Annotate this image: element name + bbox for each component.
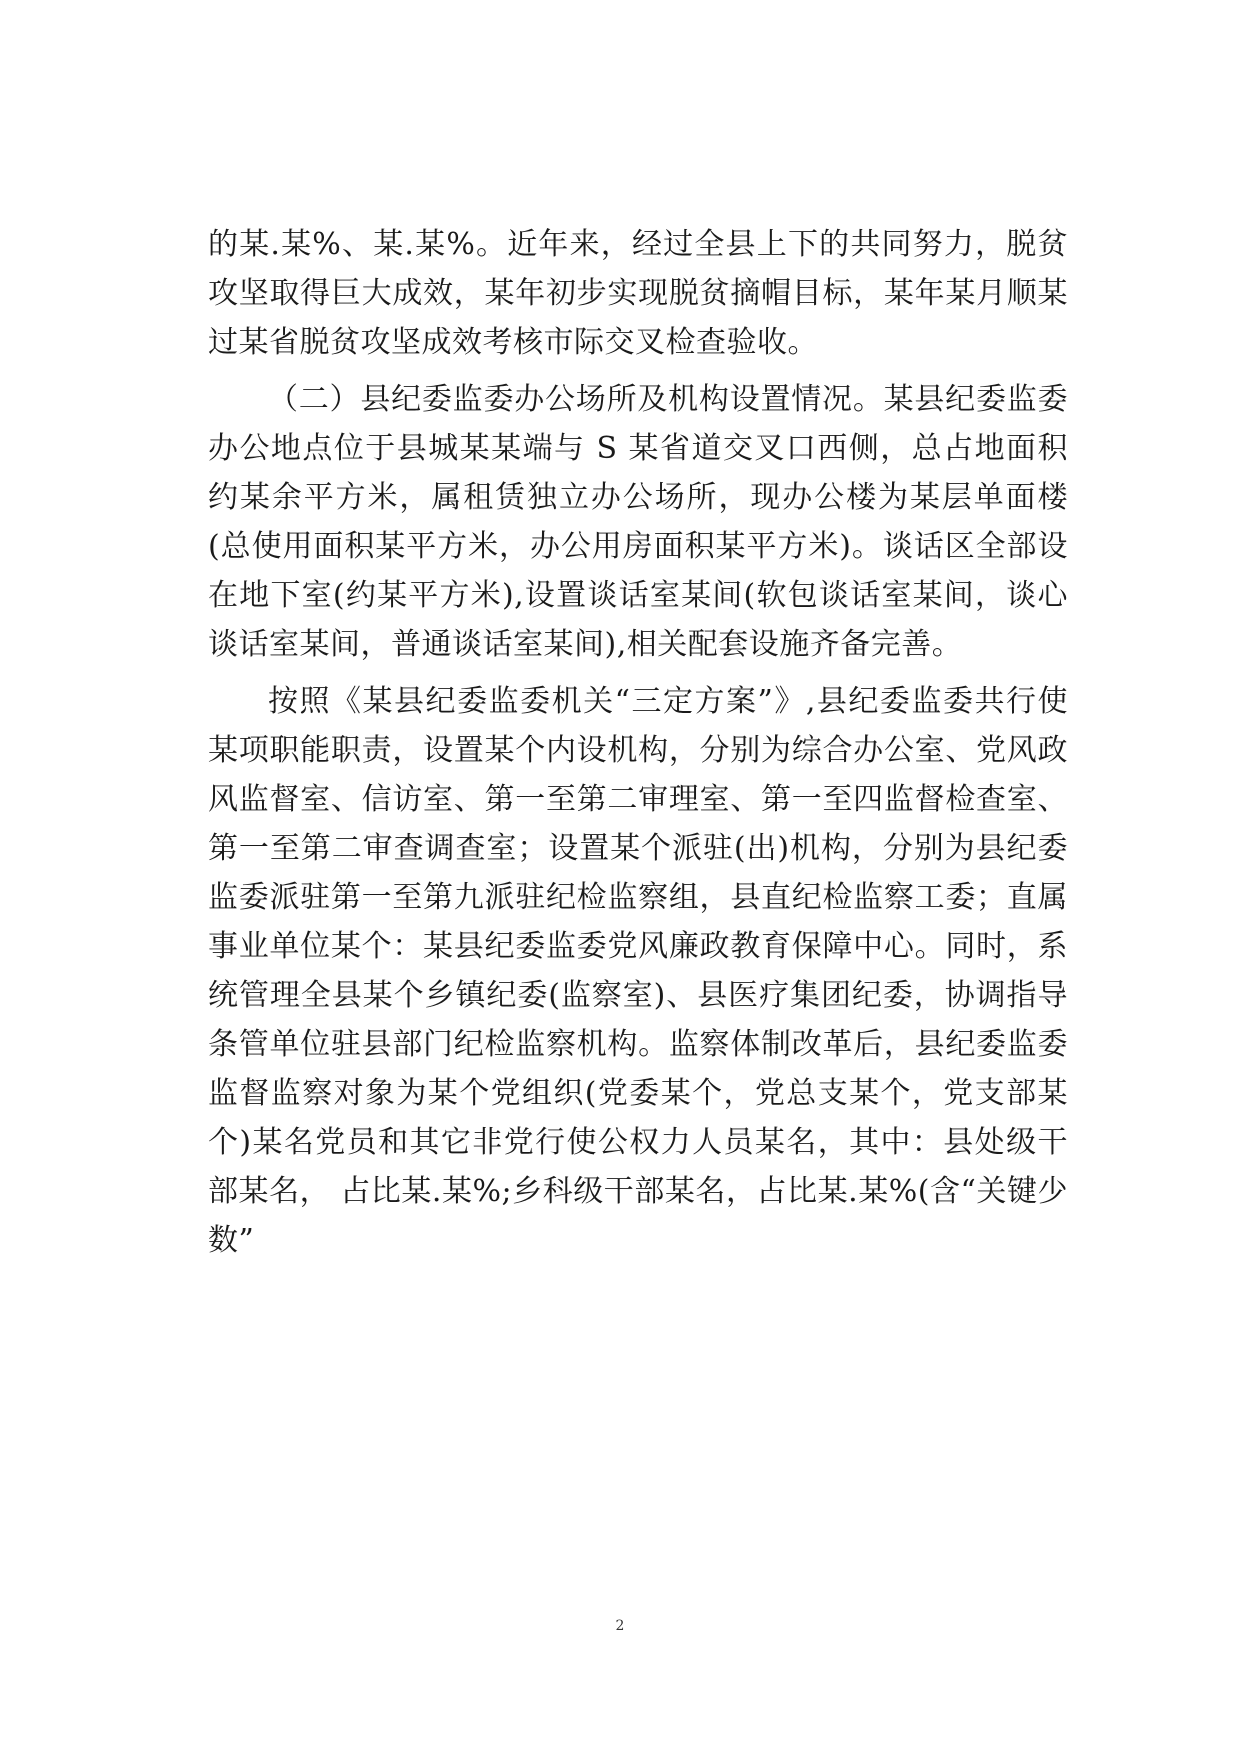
paragraph-3: 按照《某县纪委监委机关“三定方案”》,县纪委监委共行使某项职能职责，设置某个内设机构，分别为综合办公室、党风政风监督室、信访室、第一至第二审理室、第一至四监督检查室、第一至第二审查调查室；设置某个派驻(出)机构，分别为县纪委监委派驻第一至第九派驻纪检监察组，县直纪检监察工委；直属事业单位某个：某县纪委监委党风廉政教育保障中心。同时，系统管理全县某个乡镇纪委(监察室)、县医疗集团纪委，协调指导条管单位驻县部门纪检监察机构。监察体制改革后，县纪委监委监督监察对象为某个党组织(党委某个，党总支某个，党支部某个)某名党员和其它非党行使公权力人员某名，其中：县处级干部某名， 占比某.某%;乡科级干部某名，占比某.某%(含“关键少数” — [208, 684, 1068, 1258]
paragraph-1: 的某.某%、某.某%。近年来，经过全县上下的共同努力，脱贫攻坚取得巨大成效，某年初步实现脱贫摘帽目标，某年某月顺某过某省脱贫攻坚成效考核市际交叉检查验收。 — [208, 227, 1068, 360]
document-body — [208, 220, 1068, 1265]
page-number: 2 — [615, 1618, 625, 1634]
paragraph-2: （二）县纪委监委办公场所及机构设置情况。某县纪委监委办公地点位于县城某某端与 S 某省道交叉口西侧，总占地面积约某余平方米，属租赁独立办公场所，现办公楼为某层单面楼(总使用面积某平方米，办公用房面积某平方米)。谈话区全部设在地下室(约某平方米),设置谈话室某间(软包谈话室某间，谈心谈话室某间，普通谈话室某间),相关配套设施齐备完善。 — [208, 382, 1068, 662]
